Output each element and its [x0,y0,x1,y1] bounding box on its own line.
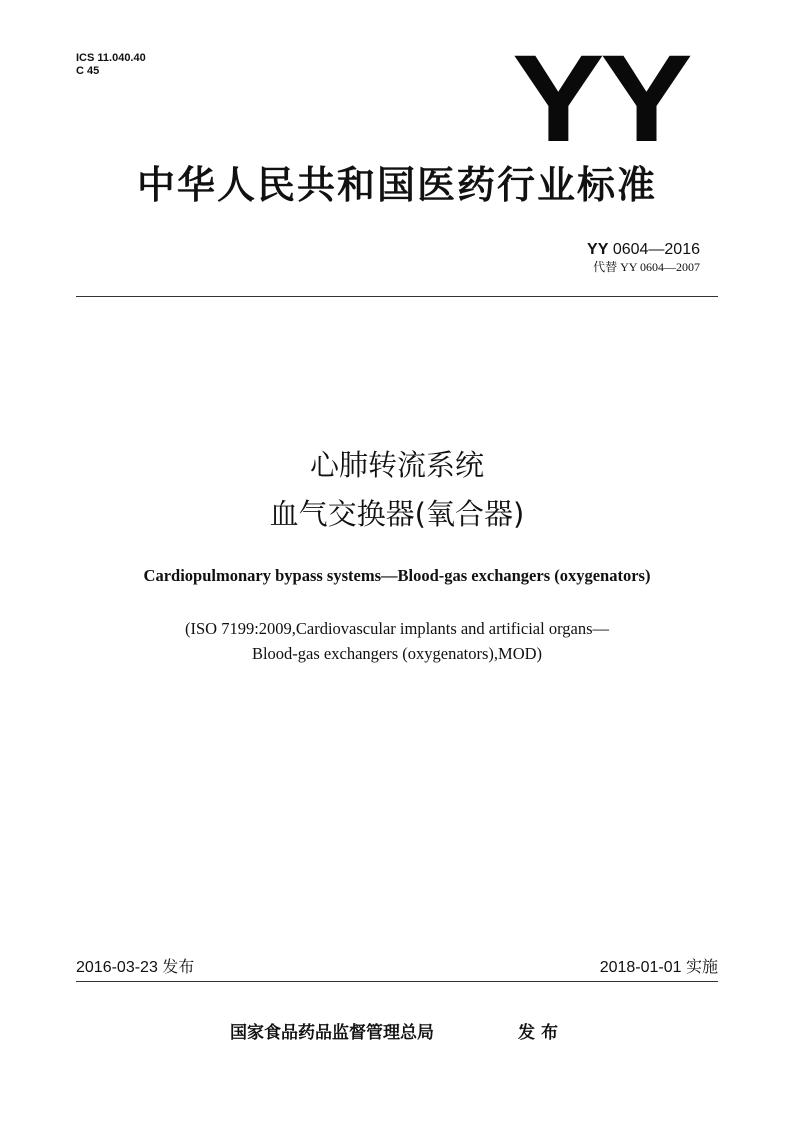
document-title-line1: 心肺转流系统 [309,448,484,482]
issuing-authority: 国家食品药品监督管理总局 [230,1023,434,1043]
standard-number-value: 0604—2016 [612,241,700,258]
english-title: Cardiopulmonary bypass systems—Blood-gas exchangers (oxygenators) [143,566,651,585]
replaces-standard: 代替 YY 0604—2007 [593,260,700,274]
header-divider [76,296,718,297]
document-title-line2: 血气交换器(氧合器) [269,497,525,531]
standard-number [587,241,700,259]
standard-type-title: 中华人民共和国医药行业标准 [136,163,657,207]
classification-codes [76,52,146,78]
iso-reference-line1: (ISO 7199:2009,Cardiovascular implants and artificial organs— [184,619,610,638]
footer-divider [76,981,718,982]
iso-reference-line2: Blood-gas exchangers (oxygenators),MOD) [251,644,543,663]
publish-date: 2016-03-23 发布 [76,959,195,976]
yy-logo: YY [512,30,689,168]
ccs-code: C 45 [76,65,100,77]
ics-code: ICS 11.040.40 [76,52,146,64]
standard-number-prefix: YY [587,241,609,258]
implementation-date: 2018-01-01 实施 [599,959,718,976]
publish-label: 发布 [518,1023,564,1043]
